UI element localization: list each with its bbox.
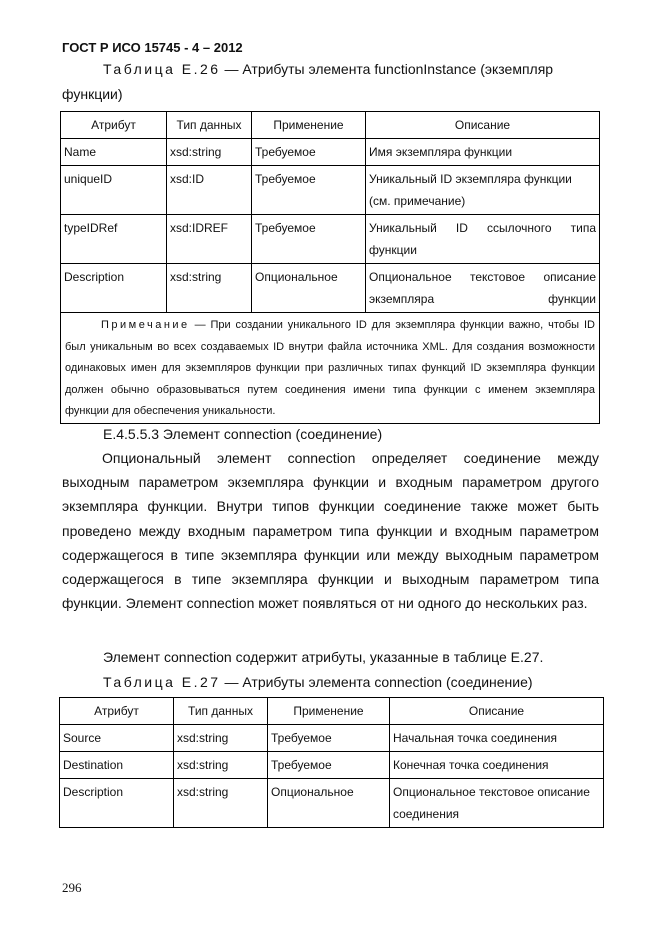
- table2: [59, 697, 604, 828]
- table1-header: Атрибут: [61, 112, 167, 139]
- table2-cell: Destination: [60, 752, 174, 779]
- table2-cell: xsd:string: [174, 779, 268, 828]
- page-number: 296: [62, 880, 82, 895]
- table1-cell: Уникальный ID ссылочного типа функции: [366, 215, 600, 264]
- table1-note: [61, 313, 600, 424]
- table-row: [60, 725, 604, 752]
- table1-cell: Name: [61, 139, 167, 166]
- table1-note-row: [61, 313, 600, 424]
- table1-cell: xsd:ID: [167, 166, 252, 215]
- table1-cell: Требуемое: [252, 139, 366, 166]
- paragraph-attributes: Элемент connection содержит атрибуты, указанные в таблице Е.27.: [103, 649, 544, 665]
- table1-cell: Опциональное текстовое описание экземпляра функции: [366, 264, 600, 313]
- table1-caption: [103, 61, 553, 77]
- table1-cell: typeIDRef: [61, 215, 167, 264]
- table2-header-row: [60, 698, 604, 725]
- table1-cell: xsd:string: [167, 264, 252, 313]
- table2-cell: xsd:string: [174, 752, 268, 779]
- table-row: [61, 139, 600, 166]
- table1-cell: Требуемое: [252, 166, 366, 215]
- table2-cell: Description: [60, 779, 174, 828]
- table2-caption-label: Таблица Е.27: [103, 674, 221, 690]
- table2-header: Атрибут: [60, 698, 174, 725]
- table2-cell: xsd:string: [174, 725, 268, 752]
- table1-header-row: [61, 112, 600, 139]
- table1-cell: Уникальный ID экземпляра функции (см. примечание): [366, 166, 600, 215]
- table-row: [61, 166, 600, 215]
- table-row: [61, 264, 600, 313]
- section-heading: Е.4.5.5.3 Элемент connection (соединение): [103, 426, 383, 442]
- table2-caption-text: — Атрибуты элемента connection (соединение): [220, 674, 533, 690]
- table2-cell: Требуемое: [268, 752, 390, 779]
- table2-header: Описание: [390, 698, 604, 725]
- table2-cell: Требуемое: [268, 725, 390, 752]
- table2-header: Применение: [268, 698, 390, 725]
- table2-cell: Конечная точка соединения: [390, 752, 604, 779]
- table1-caption-cont: функции): [62, 86, 123, 102]
- paragraph-connection: Опциональный элемент connection определяет соединение между выходным параметром экземпляра функции и входным параметром другого экземпляра функции. Внутри типов функции соединение также может быть проведено между входным параметром типа функции и входным параметром содержащегося в типе экземпляра функции или между выходным параметром содержащегося в типе экземпляра функции и выходным параметром типа функции. Элемент connection может появляться от ни одного до нескольких раз.: [62, 450, 599, 612]
- table1-cell: xsd:string: [167, 139, 252, 166]
- table1-header: Тип данных: [167, 112, 252, 139]
- table2-cell: Source: [60, 725, 174, 752]
- table1-header: Описание: [366, 112, 600, 139]
- table2-cell: Начальная точка соединения: [390, 725, 604, 752]
- note-label: Примечание: [101, 319, 190, 331]
- table1-cell: Имя экземпляра функции: [366, 139, 600, 166]
- note-text: — При создании уникального ID для экземпляра функции важно, чтобы ID был уникальным во всех создаваемых ID внутри файла источника XML. Для создания возможности одинаковых имен для экземпляров функции при различных типах функций ID экземпляра функции должен обычно образовываться путем соединения имени типа функции с именем экземпляра функции для обеспечения уникальности.: [65, 319, 595, 418]
- table-row: [60, 752, 604, 779]
- table2-cell: Опциональное текстовое описание соединения: [390, 779, 604, 828]
- table1-header: Применение: [252, 112, 366, 139]
- table-row: [60, 779, 604, 828]
- document-header: ГОСТ Р ИСО 15745 - 4 – 2012: [62, 40, 243, 55]
- table1-cell: uniqueID: [61, 166, 167, 215]
- table2-caption: [103, 674, 533, 690]
- table1-cell: Требуемое: [252, 215, 366, 264]
- table1-cell: Опциональное: [252, 264, 366, 313]
- table1-caption-label: Таблица Е.26: [103, 61, 221, 77]
- table-row: [61, 215, 600, 264]
- table1: [60, 111, 600, 424]
- table1-cell: xsd:IDREF: [167, 215, 252, 264]
- table2-cell: Опциональное: [268, 779, 390, 828]
- table2-header: Тип данных: [174, 698, 268, 725]
- table1-caption-text: — Атрибуты элемента functionInstance (экземпляр: [220, 61, 554, 77]
- table1-cell: Description: [61, 264, 167, 313]
